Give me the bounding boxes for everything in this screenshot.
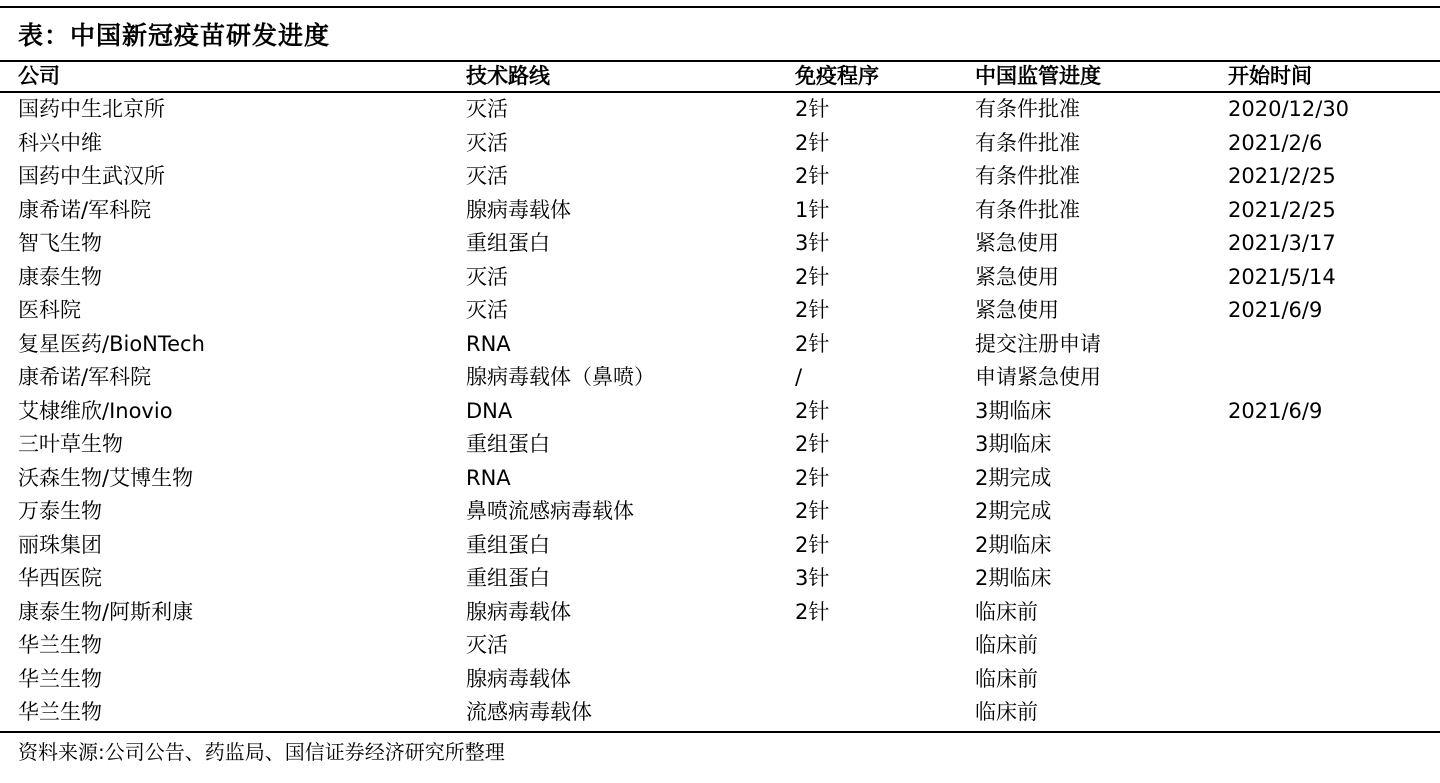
table-header <box>0 60 1440 93</box>
cell-dose-schedule: / <box>795 365 803 389</box>
cell-company: 康希诺/军科院 <box>18 365 152 389</box>
cell-dose-schedule: 2针 <box>795 465 830 490</box>
table-row <box>0 261 1440 295</box>
table-row <box>0 127 1440 161</box>
cell-company: 国药中生北京所 <box>18 97 165 121</box>
cell-regulatory-progress: 有条件批准 <box>975 197 1080 222</box>
cell-company: 科兴中维 <box>18 130 102 155</box>
cell-tech-route: 腺病毒载体 <box>466 599 571 624</box>
cell-tech-route: 鼻喷流感病毒载体 <box>466 499 634 523</box>
cell-tech-route: 腺病毒载体 <box>466 197 571 222</box>
cell-regulatory-progress: 临床前 <box>975 599 1038 624</box>
cell-dose-schedule: 2针 <box>795 532 830 557</box>
cell-company: 国药中生武汉所 <box>18 164 165 188</box>
cell-tech-route: 重组蛋白 <box>466 432 550 456</box>
cell-dose-schedule: 2针 <box>795 164 830 188</box>
header-tech-route: 技术路线 <box>466 64 550 88</box>
cell-tech-route: DNA <box>466 398 513 423</box>
cell-tech-route: 重组蛋白 <box>466 566 550 590</box>
cell-regulatory-progress: 临床前 <box>975 666 1038 691</box>
cell-tech-route: 灭活 <box>466 164 508 188</box>
cell-regulatory-progress: 紧急使用 <box>975 264 1059 289</box>
cell-regulatory-progress: 临床前 <box>975 700 1038 724</box>
cell-company: 医科院 <box>18 298 81 322</box>
cell-regulatory-progress: 临床前 <box>975 633 1038 657</box>
cell-dose-schedule: 2针 <box>795 298 830 322</box>
cell-company: 康希诺/军科院 <box>18 197 152 222</box>
cell-tech-route: 灭活 <box>466 633 508 657</box>
cell-company: 智飞生物 <box>18 231 102 255</box>
header-company: 公司 <box>18 64 60 88</box>
table-row <box>0 663 1440 697</box>
cell-regulatory-progress: 有条件批准 <box>975 164 1080 188</box>
cell-dose-schedule: 2针 <box>795 599 830 624</box>
cell-company: 复星医药/BioNTech <box>18 331 205 356</box>
cell-start-date: 2021/6/9 <box>1228 398 1323 423</box>
cell-start-date: 2021/2/6 <box>1228 130 1323 155</box>
cell-tech-route: 腺病毒载体 <box>466 666 571 691</box>
table-body <box>0 93 1440 730</box>
cell-company: 万泰生物 <box>18 499 102 523</box>
table-row <box>0 227 1440 261</box>
cell-regulatory-progress: 2期临床 <box>975 532 1052 557</box>
cell-regulatory-progress: 提交注册申请 <box>975 331 1101 356</box>
table-row <box>0 629 1440 663</box>
cell-tech-route: 灭活 <box>466 264 508 289</box>
table-row <box>0 495 1440 529</box>
cell-regulatory-progress: 3期临床 <box>975 432 1052 456</box>
header-dose-schedule: 免疫程序 <box>795 64 879 88</box>
cell-company: 华兰生物 <box>18 700 102 724</box>
table-row <box>0 462 1440 496</box>
cell-dose-schedule: 2针 <box>795 499 830 523</box>
cell-tech-route: 流感病毒载体 <box>466 700 592 724</box>
table-row <box>0 160 1440 194</box>
cell-company: 华兰生物 <box>18 666 102 691</box>
cell-company: 康泰生物/阿斯利康 <box>18 599 194 624</box>
cell-regulatory-progress: 有条件批准 <box>975 130 1080 155</box>
cell-start-date: 2021/6/9 <box>1228 298 1323 322</box>
cell-regulatory-progress: 紧急使用 <box>975 231 1059 255</box>
header-start-date: 开始时间 <box>1228 64 1312 88</box>
cell-regulatory-progress: 紧急使用 <box>975 298 1059 322</box>
cell-dose-schedule: 2针 <box>795 264 830 289</box>
cell-dose-schedule: 3针 <box>795 566 830 590</box>
cell-dose-schedule: 2针 <box>795 130 830 155</box>
cell-start-date: 2020/12/30 <box>1228 97 1350 121</box>
table-row <box>0 194 1440 228</box>
cell-company: 三叶草生物 <box>18 432 123 456</box>
cell-regulatory-progress: 有条件批准 <box>975 97 1080 121</box>
cell-regulatory-progress: 2期完成 <box>975 465 1052 490</box>
table-row <box>0 562 1440 596</box>
cell-tech-route: 腺病毒载体（鼻喷） <box>466 365 655 389</box>
cell-company: 艾棣维欣/Inovio <box>18 398 173 423</box>
cell-regulatory-progress: 申请紧急使用 <box>975 365 1101 389</box>
source-note: 资料来源:公司公告、药监局、国信证券经济研究所整理 <box>18 740 505 764</box>
cell-tech-route: 重组蛋白 <box>466 231 550 255</box>
cell-dose-schedule: 2针 <box>795 331 830 356</box>
cell-start-date: 2021/5/14 <box>1228 264 1336 289</box>
top-rule <box>0 6 1440 8</box>
table-row <box>0 328 1440 362</box>
cell-start-date: 2021/3/17 <box>1228 231 1336 255</box>
cell-company: 华兰生物 <box>18 633 102 657</box>
cell-tech-route: RNA <box>466 331 511 356</box>
cell-dose-schedule: 2针 <box>795 432 830 456</box>
bottom-rule <box>0 731 1440 733</box>
cell-regulatory-progress: 2期完成 <box>975 499 1052 523</box>
table-title: 表：中国新冠疫苗研发进度 <box>18 21 331 50</box>
table-row <box>0 696 1440 730</box>
table-row <box>0 93 1440 127</box>
cell-dose-schedule: 1针 <box>795 197 830 222</box>
cell-start-date: 2021/2/25 <box>1228 197 1336 222</box>
table-row <box>0 395 1440 429</box>
header-regulatory-progress: 中国监管进度 <box>975 64 1101 88</box>
table-row <box>0 428 1440 462</box>
table-row <box>0 361 1440 395</box>
cell-regulatory-progress: 3期临床 <box>975 398 1052 423</box>
cell-start-date: 2021/2/25 <box>1228 164 1336 188</box>
cell-dose-schedule: 2针 <box>795 97 830 121</box>
cell-tech-route: RNA <box>466 465 511 490</box>
cell-tech-route: 重组蛋白 <box>466 532 550 557</box>
cell-company: 康泰生物 <box>18 264 102 289</box>
cell-dose-schedule: 3针 <box>795 231 830 255</box>
cell-dose-schedule: 2针 <box>795 398 830 423</box>
cell-regulatory-progress: 2期临床 <box>975 566 1052 590</box>
cell-tech-route: 灭活 <box>466 298 508 322</box>
cell-tech-route: 灭活 <box>466 97 508 121</box>
table-row <box>0 529 1440 563</box>
table-row <box>0 596 1440 630</box>
cell-company: 沃森生物/艾博生物 <box>18 465 194 490</box>
cell-company: 华西医院 <box>18 566 102 590</box>
table-row <box>0 294 1440 328</box>
cell-tech-route: 灭活 <box>466 130 508 155</box>
cell-company: 丽珠集团 <box>18 532 102 557</box>
